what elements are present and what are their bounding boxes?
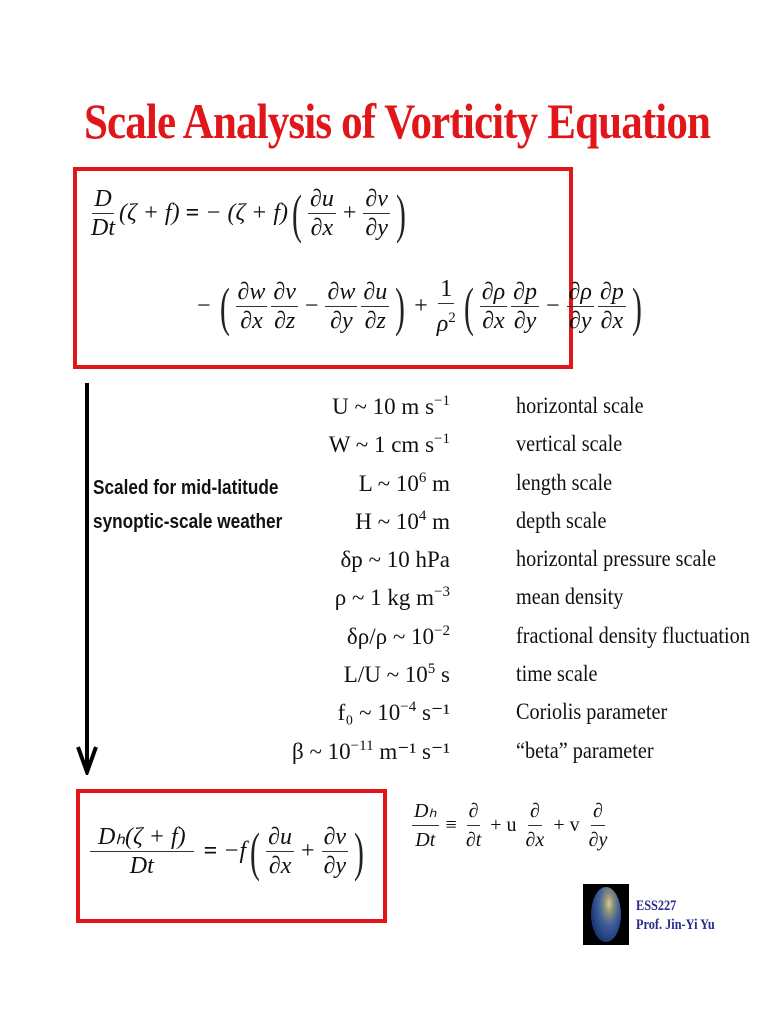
frac-num: ∂v bbox=[323, 824, 347, 850]
left-paren: ( bbox=[250, 821, 261, 882]
plus-u: + u bbox=[490, 814, 517, 836]
scale-expression bbox=[347, 623, 450, 650]
scale-expression bbox=[335, 584, 450, 611]
scale-row bbox=[290, 393, 750, 431]
d-dt bbox=[464, 797, 483, 854]
frac-num: ∂v bbox=[273, 279, 296, 305]
scale-exponent: −4 bbox=[400, 699, 417, 716]
course-code: ESS227 bbox=[636, 898, 677, 914]
minus-sign: − bbox=[304, 293, 319, 319]
d-dx bbox=[524, 797, 547, 854]
frac-num: ∂ bbox=[528, 797, 542, 826]
scale-description: Coriolis parameter bbox=[516, 699, 668, 725]
scale-symbol: δp ~ 10 hPa bbox=[340, 547, 450, 573]
divergence-coefficient: − (ζ + f) bbox=[205, 200, 289, 226]
scale-row bbox=[290, 470, 750, 508]
scale-row bbox=[290, 584, 750, 622]
scale-row bbox=[290, 508, 750, 546]
scale-expression bbox=[355, 508, 450, 535]
dv-dy bbox=[363, 185, 390, 242]
frac-num: ∂v bbox=[365, 186, 388, 212]
frac-den: ∂y bbox=[365, 215, 388, 241]
frac-den: ∂y bbox=[588, 829, 608, 851]
drho-dy bbox=[567, 278, 594, 335]
frac-num: ∂u bbox=[268, 824, 293, 850]
scale-exponent: −1 bbox=[434, 431, 450, 448]
scale-description: mean density bbox=[516, 584, 624, 610]
scale-row bbox=[290, 738, 750, 776]
frac-num: 1 bbox=[440, 276, 453, 302]
slide-title: Scale Analysis of Vorticity Equation bbox=[84, 93, 711, 149]
absolute-vorticity: (ζ + f) bbox=[119, 200, 180, 226]
scale-symbol: ρ ~ 1 kg m bbox=[334, 585, 435, 611]
plus-sign: + bbox=[301, 838, 315, 864]
arrow-down-icon bbox=[76, 745, 98, 775]
frac-num: Dₕ bbox=[412, 797, 439, 826]
scale-exponent: 4 bbox=[418, 507, 427, 524]
frac-num: ∂p bbox=[513, 279, 537, 305]
earth-globe-icon bbox=[591, 887, 621, 942]
frac-num: D bbox=[94, 186, 112, 212]
frac-num: ∂u bbox=[310, 186, 334, 212]
frac-den: ∂x bbox=[525, 829, 545, 851]
note-line-2: synoptic-scale weather bbox=[93, 511, 283, 533]
scale-symbol: U ~ 10 m s bbox=[332, 394, 435, 419]
coriolis-coefficient: −f bbox=[223, 838, 247, 864]
scaled-equation bbox=[88, 823, 368, 880]
horizontal-derivative-absolute-vorticity bbox=[90, 823, 194, 880]
note-line-1: Scaled for mid-latitude bbox=[93, 477, 279, 499]
frac-den: Dt bbox=[129, 853, 154, 879]
frac-num: ∂w bbox=[237, 279, 266, 305]
scale-unit: m⁻¹ s⁻¹ bbox=[373, 738, 450, 764]
scale-symbol: β ~ 10 bbox=[292, 738, 351, 764]
du-dx bbox=[266, 823, 294, 880]
frac-den: ∂x bbox=[482, 308, 505, 334]
frac-den: ∂x bbox=[600, 308, 624, 334]
frac-den: ∂x bbox=[240, 308, 263, 334]
scale-description: horizontal pressure scale bbox=[516, 546, 717, 572]
scale-expression bbox=[359, 470, 450, 497]
full-equation-box bbox=[73, 167, 642, 369]
equals-sign: = bbox=[185, 200, 200, 226]
scale-unit: m bbox=[426, 508, 450, 534]
scaling-arrow-shaft bbox=[85, 383, 89, 771]
inverse-rho-squared bbox=[435, 275, 458, 338]
frac-num: Dₕ(ζ + f) bbox=[90, 823, 194, 852]
frac-den: ∂x bbox=[310, 215, 334, 241]
equation-line-2 bbox=[192, 275, 646, 338]
scale-exponent: −11 bbox=[350, 737, 374, 754]
scaling-note bbox=[93, 471, 282, 539]
scale-row bbox=[290, 623, 750, 661]
plus-sign: + bbox=[414, 293, 428, 319]
scale-expression bbox=[329, 431, 450, 458]
scale-expression bbox=[338, 699, 450, 726]
frac-den: ∂y bbox=[513, 308, 537, 334]
scaled-equation-box bbox=[76, 789, 387, 923]
dp-dx bbox=[598, 278, 626, 335]
scale-symbol: L ~ 10 bbox=[358, 470, 419, 496]
scale-description: time scale bbox=[516, 661, 598, 687]
scale-exponent: −2 bbox=[434, 622, 450, 639]
scale-expression bbox=[344, 661, 450, 688]
right-paren: ) bbox=[631, 276, 642, 337]
scale-description: depth scale bbox=[516, 507, 607, 533]
scale-expression bbox=[332, 393, 450, 420]
frac-num: ∂ bbox=[591, 797, 605, 826]
scale-exponent: 6 bbox=[418, 469, 427, 486]
minus-sign: − bbox=[546, 293, 560, 319]
scale-table bbox=[290, 393, 750, 776]
scale-symbol: δρ/ρ ~ 10 bbox=[346, 623, 435, 649]
du-dz bbox=[361, 278, 389, 335]
left-paren: ( bbox=[292, 183, 302, 244]
frac-num: ∂ bbox=[467, 797, 481, 826]
scale-unit: m bbox=[426, 470, 450, 496]
scale-symbol: L/U ~ 10 bbox=[343, 662, 428, 688]
equation-line-1 bbox=[87, 185, 410, 242]
frac-den bbox=[435, 304, 458, 338]
frac-num: ∂ρ bbox=[568, 279, 592, 305]
scale-description: fractional density fluctuation bbox=[516, 622, 750, 648]
frac-den: ∂y bbox=[323, 853, 347, 879]
scale-row bbox=[290, 661, 750, 699]
exponent: 2 bbox=[448, 310, 456, 326]
scale-exponent: −3 bbox=[434, 584, 450, 601]
d-dy bbox=[587, 797, 610, 854]
plus-sign: + bbox=[342, 200, 357, 226]
dv-dz bbox=[271, 278, 298, 335]
scale-row bbox=[290, 546, 750, 584]
left-paren: ( bbox=[219, 276, 230, 337]
scale-exponent: 5 bbox=[427, 661, 436, 678]
scale-unit: s⁻¹ bbox=[416, 700, 450, 726]
author-name: Prof. Jin-Yi Yu bbox=[636, 917, 715, 933]
scale-row bbox=[290, 431, 750, 469]
dh-dt bbox=[412, 797, 439, 854]
rho: ρ bbox=[436, 311, 449, 337]
scale-row bbox=[290, 699, 750, 737]
plus-v: + v bbox=[553, 814, 580, 836]
horizontal-derivative-definition bbox=[410, 797, 611, 854]
dp-dy bbox=[511, 278, 539, 335]
frac-num: ∂u bbox=[363, 279, 388, 305]
frac-num: ∂p bbox=[599, 279, 624, 305]
minus-sign: − bbox=[197, 293, 211, 319]
scale-symbol: H ~ 10 bbox=[355, 508, 419, 534]
frac-den: ∂y bbox=[568, 308, 592, 334]
frac-den: Dt bbox=[91, 215, 115, 241]
frac-den: ∂x bbox=[268, 853, 292, 879]
left-paren: ( bbox=[463, 276, 474, 337]
scale-description: vertical scale bbox=[516, 431, 623, 457]
frac-den: ∂t bbox=[465, 829, 482, 851]
scale-symbol: W ~ 1 cm s bbox=[328, 432, 435, 458]
scale-expression bbox=[292, 738, 450, 765]
course-credit bbox=[636, 897, 715, 935]
scale-description: length scale bbox=[516, 469, 613, 495]
right-paren: ) bbox=[395, 183, 406, 244]
drho-dx bbox=[480, 278, 507, 335]
right-paren: ) bbox=[354, 821, 365, 882]
dw-dx bbox=[236, 278, 268, 335]
du-dx bbox=[308, 185, 336, 242]
scale-symbol: f₀ ~ 10 bbox=[337, 700, 401, 726]
frac-den: ∂z bbox=[274, 308, 296, 334]
frac-num: ∂ρ bbox=[481, 279, 506, 305]
equals-sign: = bbox=[203, 838, 218, 864]
frac-den: ∂z bbox=[364, 308, 386, 334]
right-paren: ) bbox=[395, 276, 406, 337]
scale-description: “beta” parameter bbox=[516, 737, 654, 763]
scale-unit: s bbox=[435, 662, 450, 688]
frac-den: Dt bbox=[415, 829, 436, 851]
material-derivative bbox=[89, 185, 117, 242]
equiv-sign: ≡ bbox=[445, 814, 457, 836]
dw-dy bbox=[325, 278, 357, 335]
earth-logo bbox=[583, 884, 629, 945]
frac-den: ∂y bbox=[330, 308, 353, 334]
scale-description: horizontal scale bbox=[516, 393, 644, 418]
frac-num: ∂w bbox=[327, 279, 356, 305]
scale-exponent: −1 bbox=[434, 393, 450, 409]
scale-expression bbox=[340, 546, 450, 573]
dv-dy bbox=[322, 823, 349, 880]
